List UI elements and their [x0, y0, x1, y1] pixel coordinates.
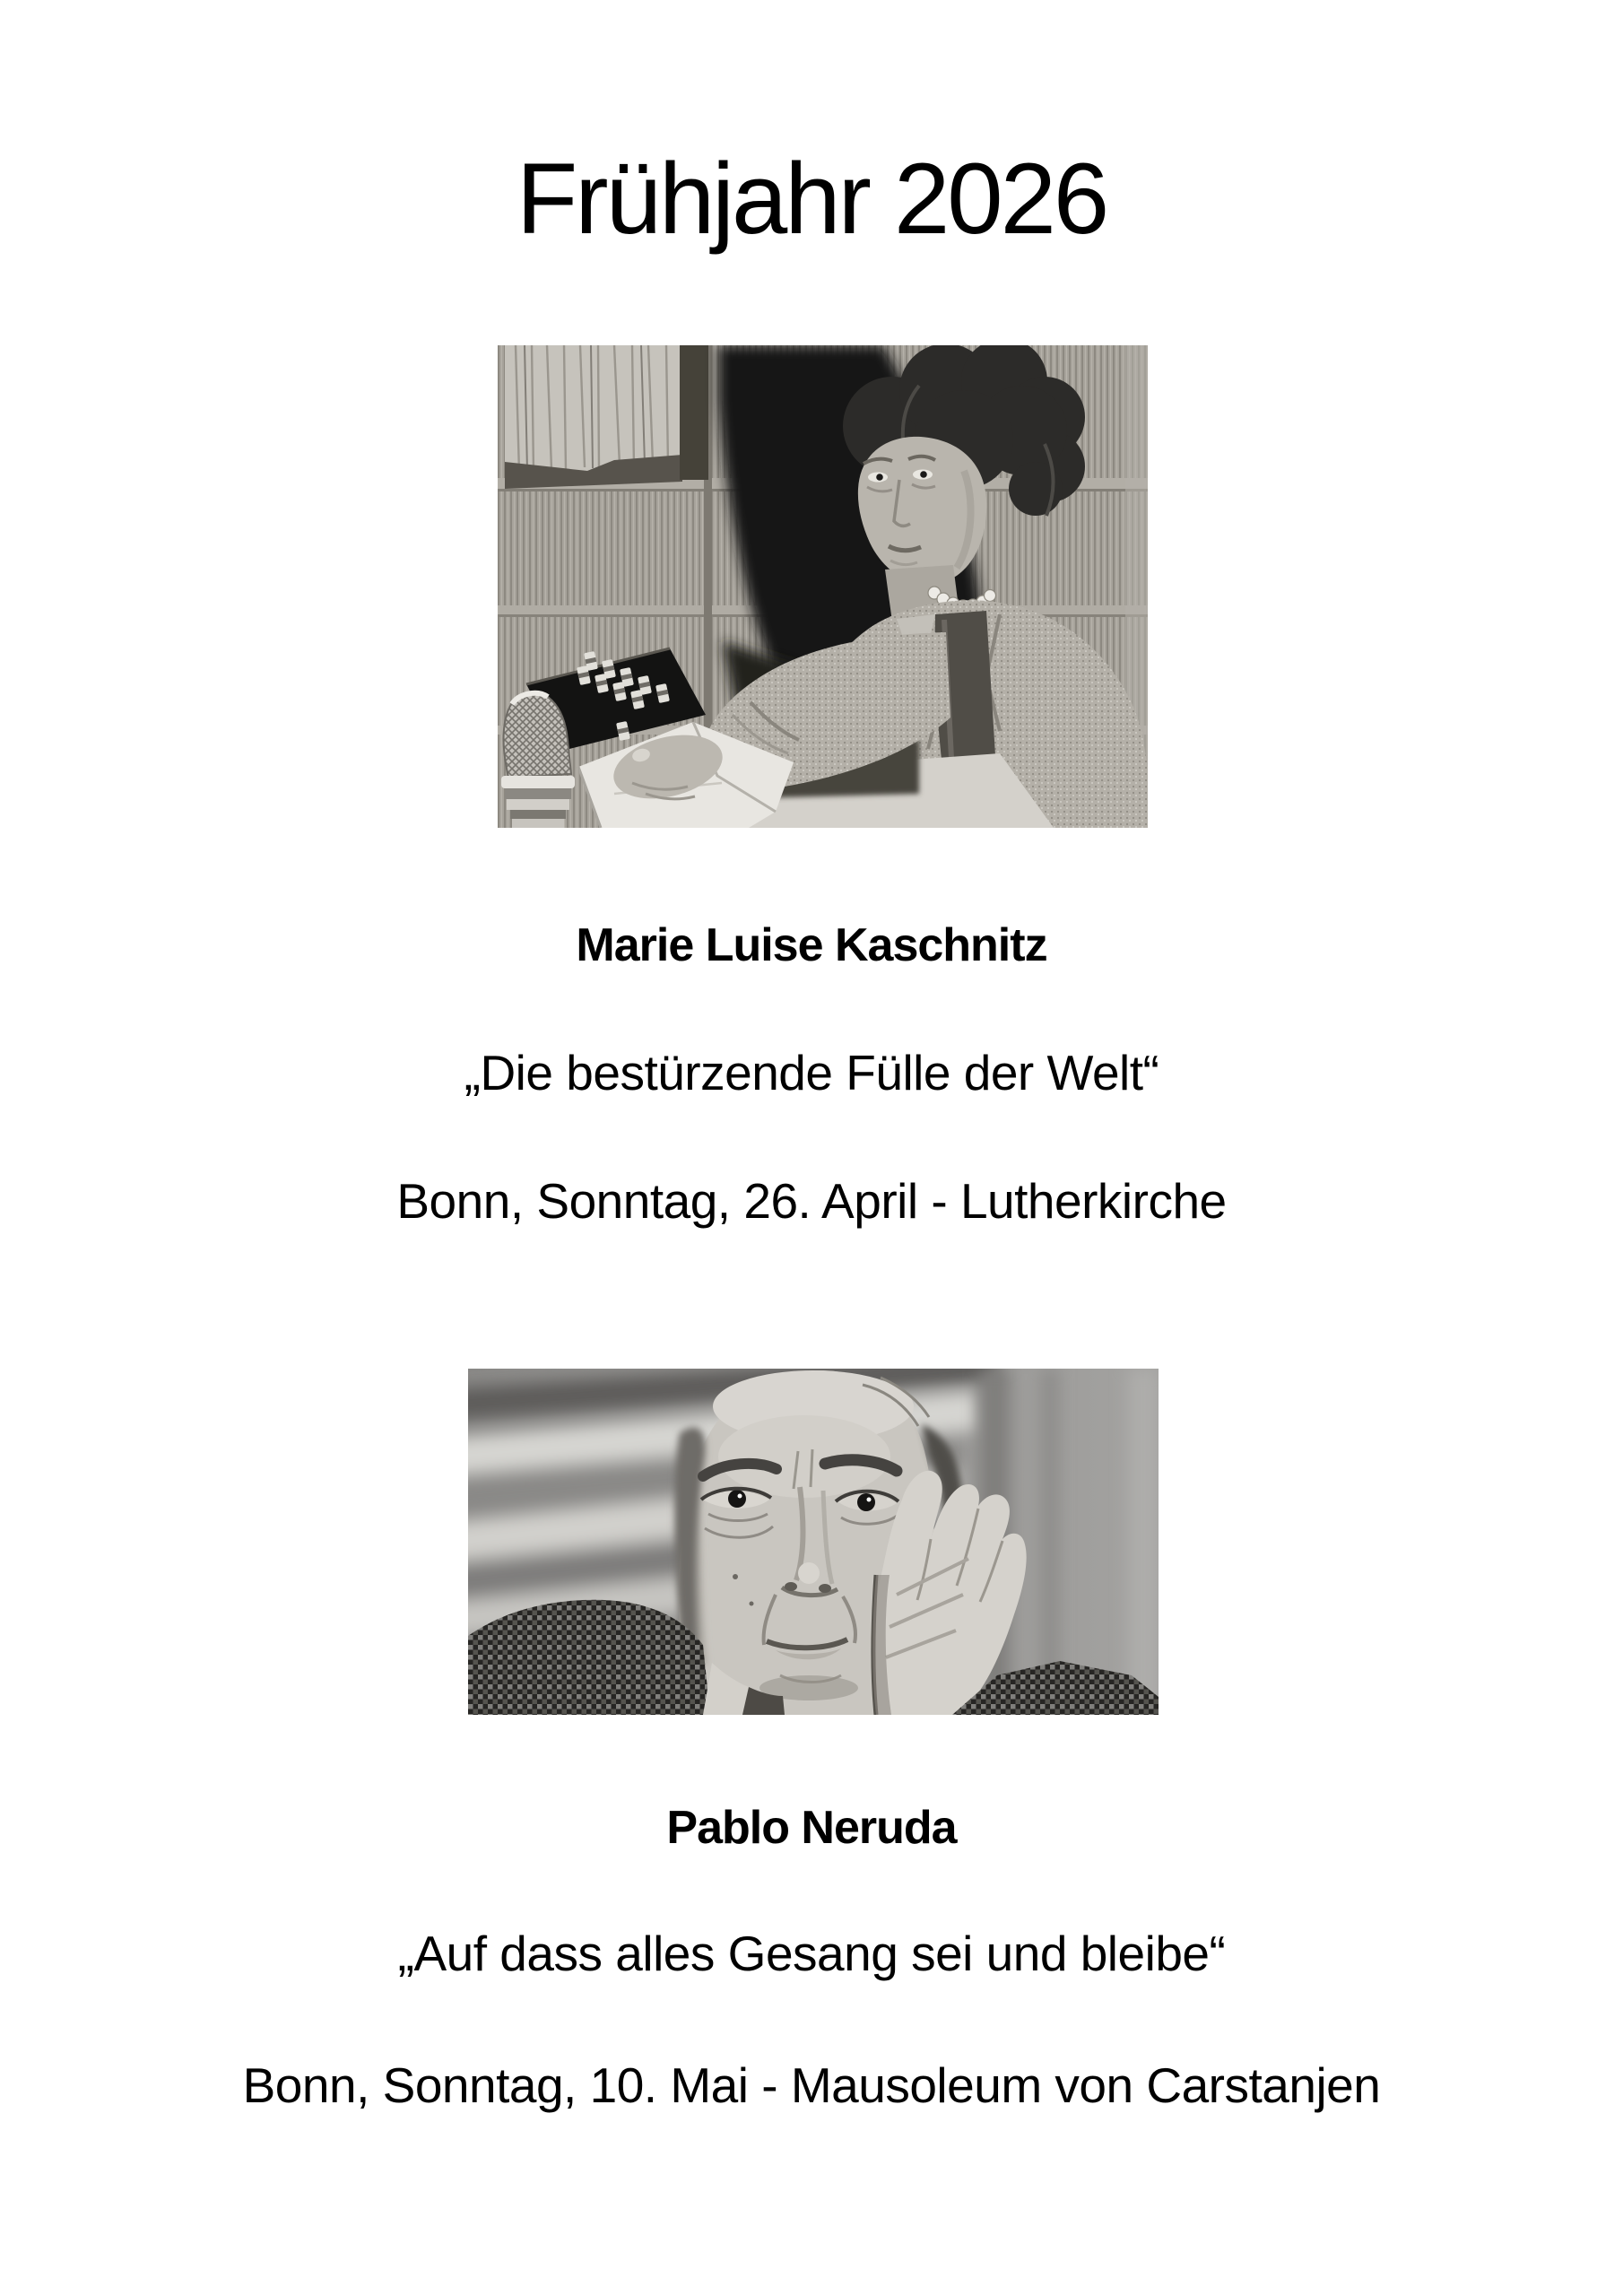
- program-title-kaschnitz: „Die bestürzende Fülle der Welt“: [464, 1045, 1159, 1100]
- venue-line-kaschnitz: Bonn, Sonntag, 26. April - Lutherkirche: [396, 1173, 1227, 1229]
- venue-line-neruda: Bonn, Sonntag, 10. Mai - Mausoleum von Carstanjen: [242, 2057, 1381, 2113]
- curtain: [505, 345, 708, 489]
- photo-pablo-neruda: [468, 1369, 1159, 1715]
- author-name-kaschnitz: Marie Luise Kaschnitz: [576, 919, 1047, 971]
- author-name-neruda: Pablo Neruda: [666, 1802, 957, 1854]
- program-title-neruda: „Auf dass alles Gesang sei und bleibe“: [397, 1926, 1226, 1981]
- page-title: Frühjahr 2026: [516, 143, 1107, 255]
- photo-marie-luise-kaschnitz: [498, 345, 1148, 828]
